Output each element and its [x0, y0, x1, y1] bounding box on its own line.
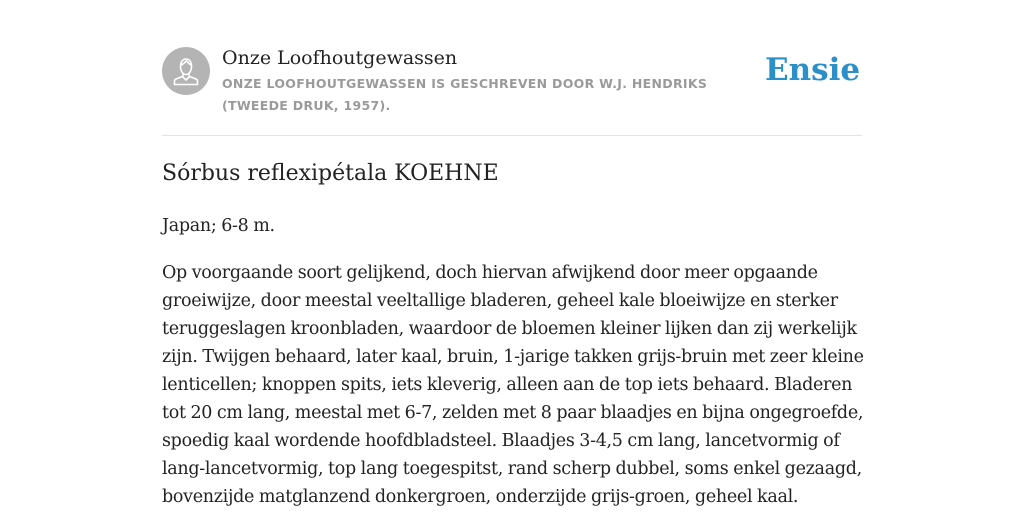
- ensie-logo-link[interactable]: Ensie: [765, 52, 861, 88]
- source-description: ONZE LOOFHOUTGEWASSEN IS GESCHREVEN DOOR W.J. HENDRIKS (TWEEDE DRUK, 1957).: [222, 76, 708, 113]
- source-title[interactable]: Onze Loofhoutgewassen: [222, 47, 458, 69]
- source-header: [162, 46, 862, 136]
- entry-content: [162, 156, 867, 511]
- entry-paragraph: Op voorgaande soort gelijkend, doch hiervan afwijkend door meer opgaande groeiwijze, door meestal veeltallige bladeren, geheel kale bloeiwijze en sterker teruggeslagen kroonbladen, waardoor de bloemen kleiner lijken dan zij werkelijk zijn. Twijgen behaard, later kaal, bruin, 1-jarige takken grijs-bruin met zeer kleine lenticellen; knoppen spits, iets kleverig, alleen aan de top iets behaard. Bladeren tot 20 cm lang, meestal met 6-7, zelden met 8 paar blaadjes en bijna ongegroefde, spoedig kaal wordende hoofdbladsteel. Blaadjes 3-4,5 cm lang, lancetvormig of lang-lancetvormig, top lang toegespitst, rand scherp dubbel, soms enkel gezaagd, bovenzijde matglanzend donkergroen, onderzijde grijs-groen, geheel kaal.: [162, 263, 864, 507]
- person-icon: [162, 47, 210, 95]
- header-divider: [162, 135, 862, 136]
- entry-title: Sórbus reflexipétala KOEHNE: [162, 161, 499, 186]
- source-avatar[interactable]: [162, 47, 210, 95]
- entry-paragraph: Japan; 6-8 m.: [162, 216, 275, 236]
